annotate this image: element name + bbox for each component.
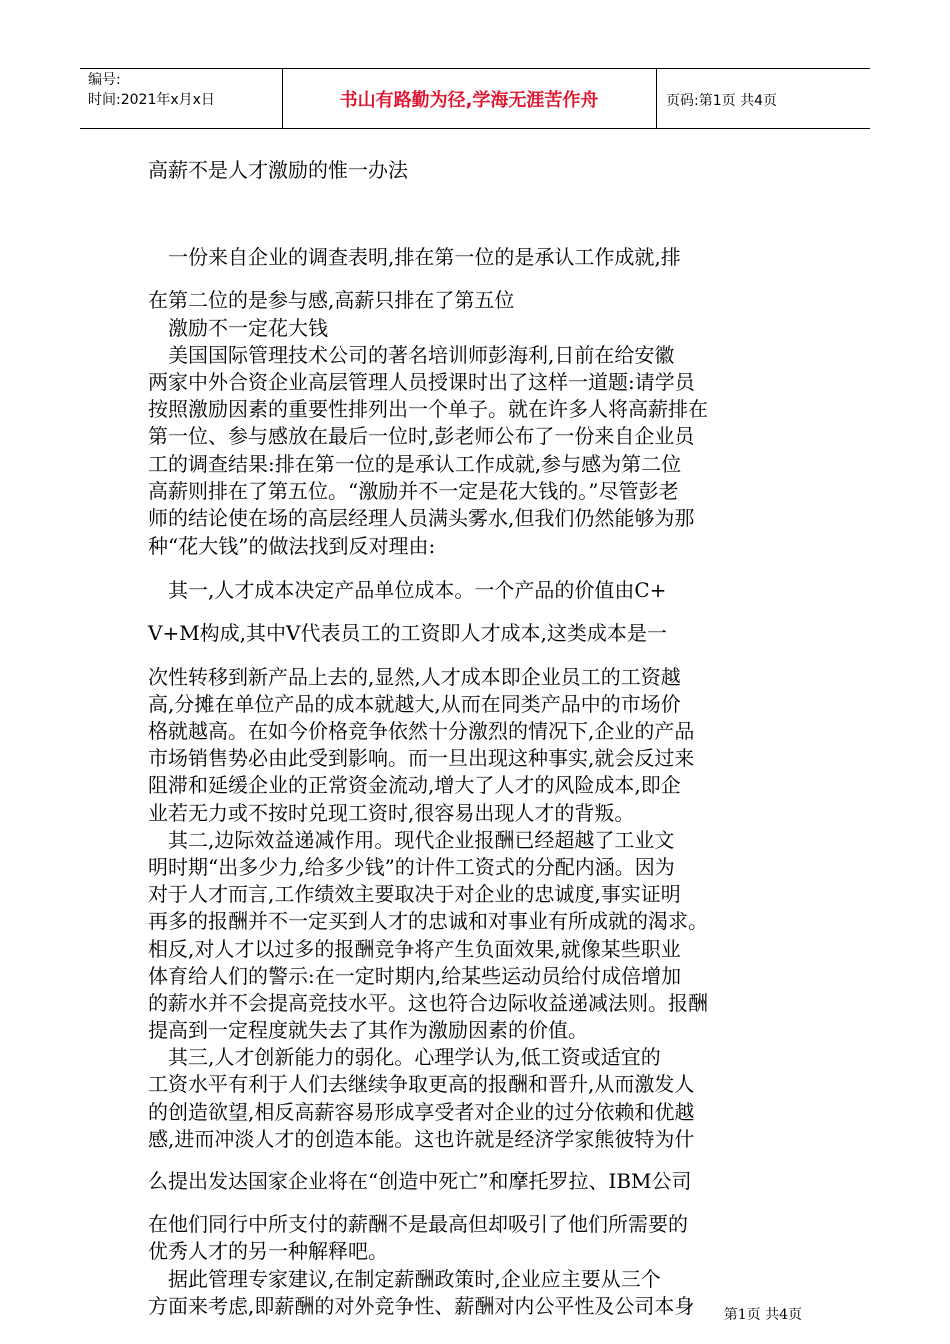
document-title: 高薪不是人才激励的惟一办法 bbox=[148, 158, 408, 182]
body-line: 在他们同行中所支付的薪酬不是最高但却吸引了他们所需要的 bbox=[148, 1212, 688, 1236]
body-line: 么提出发达国家企业将在“创造中死亡”和摩托罗拉、IBM公司 bbox=[148, 1169, 692, 1193]
header-top-rule bbox=[80, 68, 870, 69]
body-line: 其三,人才创新能力的弱化。心理学认为,低工资或适宜的 bbox=[148, 1045, 661, 1069]
document-number-label: 编号: bbox=[88, 72, 121, 88]
body-line: 其二,边际效益递减作用。现代企业报酬已经超越了工业文 bbox=[148, 828, 675, 852]
footer-page-info: 第1页 共4页 bbox=[723, 1307, 802, 1323]
body-line: 再多的报酬并不一定买到人才的忠诚和对事业有所成就的渴求。 bbox=[148, 909, 708, 933]
body-line: 方面来考虑,即薪酬的对外竞争性、薪酬对内公平性及公司本身 bbox=[148, 1294, 695, 1318]
body-line: 的薪水并不会提高竞技水平。这也符合边际收益递减法则。报酬 bbox=[148, 991, 708, 1015]
body-line: 业若无力或不按时兑现工资时,很容易出现人才的背叛。 bbox=[148, 801, 635, 825]
body-line: 第一位、参与感放在最后一位时,彭老师公布了一份来自企业员 bbox=[148, 424, 695, 448]
header-motto: 书山有路勤为径,学海无涯苦作舟 bbox=[339, 90, 599, 111]
body-line: 感,进而冲淡人才的创造本能。这也许就是经济学家熊彼特为什 bbox=[148, 1127, 695, 1151]
body-line: 美国国际管理技术公司的著名培训师彭海利,日前在给安徽 bbox=[148, 343, 675, 367]
document-time-label: 时间:2021年x月x日 bbox=[88, 92, 215, 108]
body-line: 市场销售势必由此受到影响。而一旦出现这种事实,就会反过来 bbox=[148, 746, 695, 770]
body-line: 激励不一定花大钱 bbox=[148, 316, 328, 340]
body-line: 优秀人才的另一种解释吧。 bbox=[148, 1239, 388, 1263]
header-divider-right bbox=[656, 69, 657, 128]
body-line: 据此管理专家建议,在制定薪酬政策时,企业应主要从三个 bbox=[148, 1267, 661, 1291]
body-line: 工的调查结果:排在第一位的是承认工作成就,参与感为第二位 bbox=[148, 452, 682, 476]
header-bottom-rule bbox=[80, 128, 870, 129]
body-line: 师的结论使在场的高层经理人员满头雾水,但我们仍然能够为那 bbox=[148, 506, 695, 530]
body-line: 在第二位的是参与感,高薪只排在了第五位 bbox=[148, 288, 515, 312]
header-meta bbox=[88, 70, 215, 110]
body-line: 明时期“出多少力,给多少钱”的计件工资式的分配内涵。因为 bbox=[148, 855, 675, 879]
body-line: 工资水平有利于人们去继续争取更高的报酬和晋升,从而激发人 bbox=[148, 1072, 695, 1096]
body-line: 两家中外合资企业高层管理人员授课时出了这样一道题:请学员 bbox=[148, 370, 695, 394]
body-line: 相反,对人才以过多的报酬竞争将产生负面效果,就像某些职业 bbox=[148, 937, 681, 961]
header-page-info: 页码:第1页 共4页 bbox=[666, 93, 777, 109]
body-line: V+M构成,其中V代表员工的工资即人才成本,这类成本是一 bbox=[148, 621, 667, 645]
body-line: 格就越高。在如今价格竞争依然十分激烈的情况下,企业的产品 bbox=[148, 719, 695, 743]
body-line: 提高到一定程度就失去了其作为激励因素的价值。 bbox=[148, 1018, 588, 1042]
body-line: 的创造欲望,相反高薪容易形成享受者对企业的过分依赖和优越 bbox=[148, 1100, 695, 1124]
body-line: 种“花大钱”的做法找到反对理由: bbox=[148, 534, 436, 558]
header-divider-left bbox=[282, 69, 283, 128]
body-line: 阻滞和延缓企业的正常资金流动,增大了人才的风险成本,即企 bbox=[148, 773, 681, 797]
body-line: 次性转移到新产品上去的,显然,人才成本即企业员工的工资越 bbox=[148, 665, 681, 689]
body-line: 对于人才而言,工作绩效主要取决于对企业的忠诚度,事实证明 bbox=[148, 882, 681, 906]
body-line: 一份来自企业的调查表明,排在第一位的是承认工作成就,排 bbox=[148, 245, 681, 269]
body-line: 其一,人才成本决定产品单位成本。一个产品的价值由C+ bbox=[148, 578, 667, 602]
body-line: 体育给人们的警示:在一定时期内,给某些运动员给付成倍增加 bbox=[148, 964, 682, 988]
body-line: 按照激励因素的重要性排列出一个单子。就在许多人将高薪排在 bbox=[148, 397, 708, 421]
body-line: 高薪则排在了第五位。“激励并不一定是花大钱的。”尽管彭老 bbox=[148, 479, 679, 503]
body-line: 高,分摊在单位产品的成本就越大,从而在同类产品中的市场价 bbox=[148, 692, 681, 716]
